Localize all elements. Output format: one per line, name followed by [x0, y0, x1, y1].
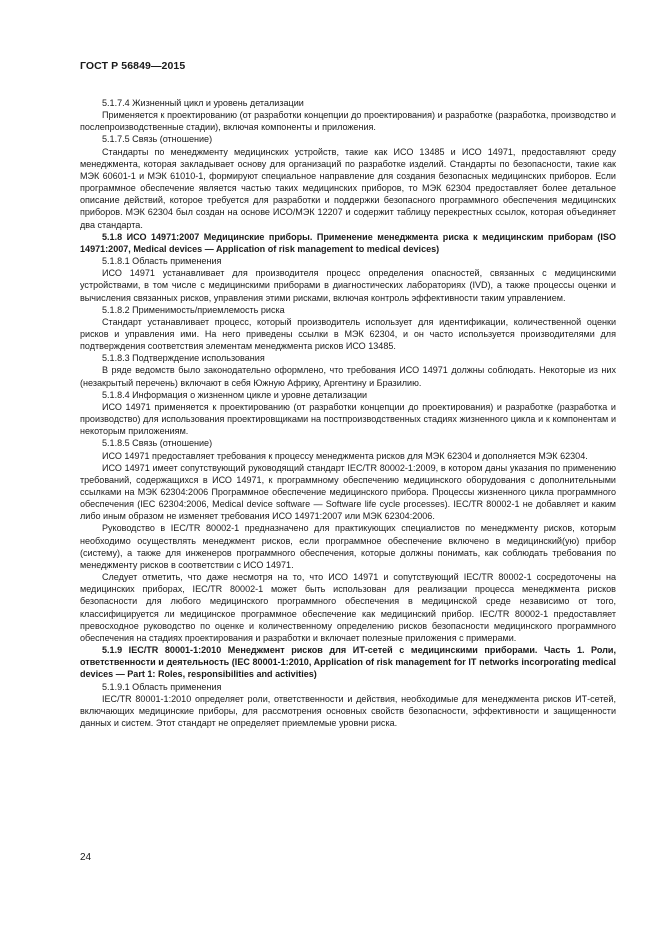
paragraph: В ряде ведомств было законодательно оформлено, что требования ИСО 14971 должны соблюдать. Некоторые из них (незакрытый перечень) включают в себя Южную Африку, Аргентину и Бразилию.	[80, 365, 616, 388]
paragraph: Стандарты по менеджменту медицинских устройств, такие как ИСО 13485 и ИСО 14971, предоставляют среду менеджмента, которая закладывает основу для организаций по разработке изделий. Стандарты по безопасности, такие как МЭК 60601-1 и МЭК 61010-1, формируют специальное направление для создания безопасных медицинских приборов. Если программное обеспечение является частью таких медицинских приборов, то МЭК 62304 предоставляет более детальное описание действий, которое требуется для разработки и поддержки безопасного программного обеспечения медицинских приборов. МЭК 62304 был создан на основе ИСО/МЭК 12207 и содержит таблицу перекрестных ссылок, которая объединяет два стандарта.	[80, 146, 616, 230]
page-number: 24	[80, 852, 92, 863]
paragraph: 5.1.8.3 Подтверждение использования	[102, 353, 265, 364]
section-heading: 5.1.9 IEC/TR 80001-1:2010 Менеджмент рисков для ИТ-сетей с медицинскими приборами. Часть 1. Роли, ответственности и деятельность (IEC 80001-1:2010, Application of risk management for IT networks incorporating medical devices — Part 1: Roles, responsibilities and activities)	[80, 645, 616, 680]
paragraph: 5.1.9.1 Область применения	[102, 681, 222, 692]
document-body	[80, 97, 616, 729]
section-heading: 5.1.8 ИСО 14971:2007 Медицинские приборы. Применение менеджмента риска к медицинским приборам (ISO 14971:2007, Medical devices — Application of risk management to medical devices)	[80, 231, 616, 254]
paragraph: Следует отметить, что даже несмотря на то, что ИСО 14971 и сопутствующий IEC/TR 80002-1 сосредоточены на медицинских приборах, IEC/TR 80002-1 может быть использован для реализации процесса менеджмента рисков безопасности для любого медицинского программного обеспечения в медицинской среде независимо от того, классифицируется ли медицинское программное обеспечение как медицинский прибор. IEC/TR 80002-1 предоставляет превосходное руководство по оценке и количественному определению рисков безопасности медицинского программного обеспечения на стадиях проектирования и разработки и включает полезные приложения с примерами.	[80, 572, 616, 643]
paragraph: IEC/TR 80001-1:2010 определяет роли, ответственности и действия, необходимые для менеджмента рисков ИТ-сетей, включающих медицинские приборы, для рассмотрения основных свойств безопасности, эффективности и защищенности данных и систем. Этот стандарт не определяет приемлемые уровни риска.	[80, 693, 616, 728]
paragraph: 5.1.8.4 Информация о жизненном цикле и уровне детализации	[102, 389, 368, 400]
paragraph: 5.1.7.4 Жизненный цикл и уровень детализации	[102, 98, 304, 108]
paragraph: Стандарт устанавливает процесс, который производитель использует для идентификации, количественной оценки рисков и управления ими. На него приведены ссылки в МЭК 62304, и он часто используется производителями для подтверждения соответствия элементам менеджмента рисков ИСО 13485.	[80, 316, 616, 352]
paragraph: 5.1.8.2 Применимость/приемлемость риска	[102, 304, 285, 315]
paragraph: 5.1.7.5 Связь (отношение)	[102, 134, 213, 145]
paragraph: ИСО 14971 имеет сопутствующий руководящий стандарт IEC/TR 80002-1:2009, в котором даны указания по применению требований, содержащихся в ИСО 14971, к программному обеспечению медицинского оборудования с дополнительными ссылками на МЭК 62304:2006 Программное обеспечение медицинского прибора. Процессы жизненного цикла программного обеспечения (IEC 62304:2006, Medical device software — Software life cycle processes). IEC/TR 80002-1 не добавляет и каким либо иным образом не изменяет требования ИСО 14971:2007 или МЭК 62304:2006.	[80, 462, 616, 522]
paragraph: ИСО 14971 устанавливает для производителя процесс определения опасностей, связанных с медицинскими устройствами, в том числе с медицинскими приборами в диагностических лабораториях (IVD), а также процессы оценки и вычисления связанных рисков, управления этими рисками, включая контроль эффективности таким управлением.	[80, 268, 616, 303]
paragraph: ИСО 14971 применяется к проектированию (от разработки концепции до проектирования) и разработке (разработка и производство) для использования проектировщиками на постпроизводственных стадиях жизненного цикла и к компонентам и некоторым приложениям.	[80, 401, 616, 437]
paragraph: 5.1.8.1 Область применения	[102, 256, 222, 267]
paragraph: ИСО 14971 предоставляет требования к процессу менеджмента рисков для МЭК 62304 и дополняется МЭК 62304.	[102, 450, 588, 461]
paragraph: Применяется к проектированию (от разработки концепции до проектирования) и разработке (разработка, производство и послепроизводственные стадии), включая компоненты и приложения.	[80, 110, 616, 133]
paragraph: 5.1.8.5 Связь (отношение)	[102, 438, 213, 449]
paragraph: Руководство в IEC/TR 80002-1 предназначено для практикующих специалистов по менеджменту рисков, которым необходимо осуществлять менеджмент рисков, если программное обеспечение включено в медицинский(ую) прибор (систему), а также для инженеров программного обеспечения, которые должны понимать, как соблюдать требования по менеджменту рисков в соответствии с ИСО 14971.	[80, 523, 616, 570]
standard-header: ГОСТ Р 56849—2015	[80, 60, 186, 72]
